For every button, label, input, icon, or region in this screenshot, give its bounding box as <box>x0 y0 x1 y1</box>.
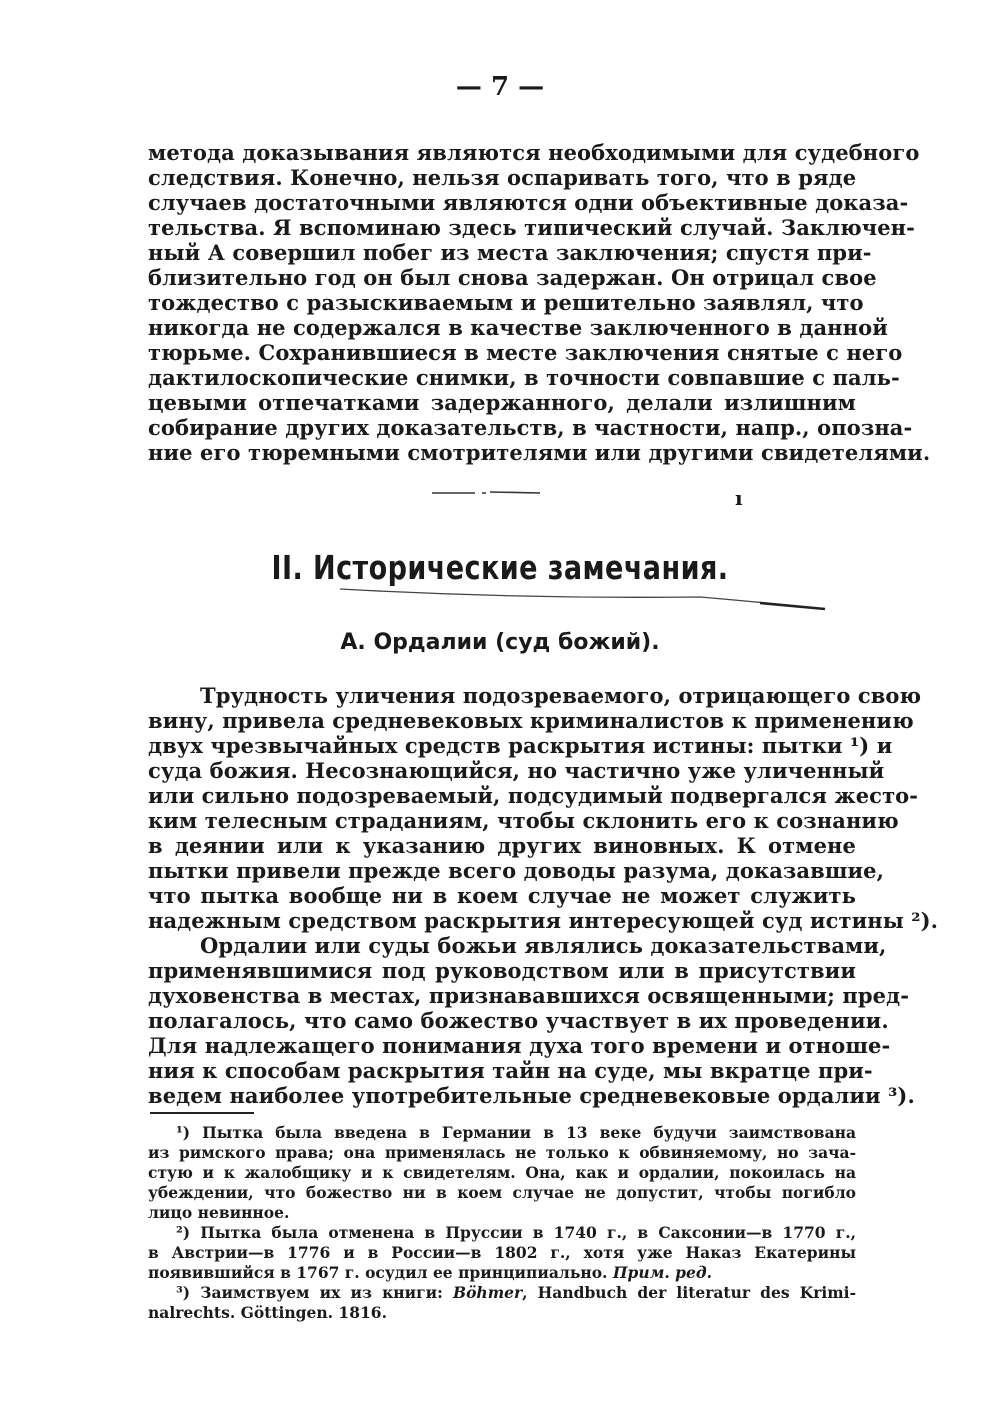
text-line: ким телесным страданиям, чтобы склонить его к сознанию <box>148 808 899 833</box>
text-line: цевыми отпечатками задержанного, делали излишним <box>148 390 856 415</box>
section-divider-ornament <box>430 490 550 496</box>
text-line: вину, привела средневековых криминалистов к применению <box>148 708 914 733</box>
footnote-line: из римского права; она применялась не только к обвиняемому, но зача- <box>148 1143 856 1162</box>
editor-note: Прим. ред. <box>612 1263 713 1282</box>
ordeal-paragraph-2 <box>148 933 915 1108</box>
text-line: тождество с разыскиваемым и решительно заявлял, что <box>148 290 864 315</box>
text-line: Трудность уличения подозреваемого, отрицающего свою <box>200 683 922 708</box>
intro-paragraph <box>148 140 931 465</box>
footnote-text: появившийся в 1767 г. осудил ее принципиально. <box>148 1263 608 1282</box>
text-line: тюрьме. Сохранившиеся в месте заключения снятые с него <box>148 340 903 365</box>
footnote-line <box>148 1263 856 1283</box>
footnote-line: ²) Пытка была отменена в Пруссии в 1740 г., в Саксонии—в 1770 г., <box>176 1223 856 1242</box>
text-line: или сильно подозреваемый, подсудимый подвергался жесто- <box>148 783 919 808</box>
footnote-line: nalrechts. Göttingen. 1816. <box>148 1303 387 1322</box>
text-line: ведем наиболее употребительные средневековые ордалии ³). <box>148 1083 915 1108</box>
text-line: Ордалии или суды божьи являлись доказательствами, <box>200 933 887 958</box>
footnote-line: в Австрии—в 1776 и в России—в 1802 г., хотя уже Наказ Екатерины <box>148 1243 856 1262</box>
text-line: в деянии или к указанию других виновных. К отмене <box>148 833 856 858</box>
text-line: надежным средством раскрытия интересующей суд истины ²). <box>148 908 939 933</box>
text-line: ный А совершил побег из места заключения; спустя при- <box>148 240 872 265</box>
footnote-text: ³) Заимствуем их из книги: <box>176 1283 443 1302</box>
text-line: двух чрезвычайных средств раскрытия истины: пытки ¹) и <box>148 733 893 758</box>
footnote-separator <box>150 1112 254 1114</box>
footnote-line: лицо невинное. <box>148 1203 290 1222</box>
text-line: пытки привели прежде всего доводы разума, доказавшие, <box>148 858 885 883</box>
footnote-line: ¹) Пытка была введена в Германии в 13 веке будучи заимствована <box>176 1123 856 1142</box>
text-line: суда божия. Несознающийся, но частично уже уличенный <box>148 758 885 783</box>
footnote-line: убеждении, что божество ни в коем случае не допустит, чтобы погибло <box>148 1183 856 1202</box>
ordeal-paragraph-1 <box>148 683 939 933</box>
text-line: случаев достаточными являются одни объективные доказа- <box>148 190 909 215</box>
subsection-heading: А. Ордалии (суд божий). <box>340 630 660 655</box>
footnotes <box>148 1123 856 1323</box>
text-line: полагалось, что само божество участвует в их проведении. <box>148 1008 889 1033</box>
section-heading: II. Исторические замечания. <box>271 548 729 587</box>
page-number: — 7 — <box>455 72 545 102</box>
text-line: следствия. Конечно, нельзя оспаривать того, что в ряде <box>148 165 857 190</box>
heading-underline <box>320 585 840 619</box>
text-line: ние его тюремными смотрителями или другими свидетелями. <box>148 440 931 465</box>
text-line: духовенства в местах, признававшихся освященными; пред- <box>148 983 910 1008</box>
footnote-line: стую и к жалобщику и к свидетелям. Она, как и ордалии, покоилась на <box>148 1163 856 1182</box>
cited-author: Böhmer <box>452 1283 523 1302</box>
text-line: тельства. Я вспоминаю здесь типический случай. Заключен- <box>148 215 915 240</box>
text-line: что пытка вообще ни в коем случае не может служить <box>148 883 856 908</box>
text-line: дактилоскопические снимки, в точности совпавшие с паль- <box>148 365 900 390</box>
stray-mark: ı <box>735 486 743 510</box>
text-line: применявшимися под руководством или в присутствии <box>148 958 856 983</box>
text-line: собирание других доказательств, в частности, напр., опозна- <box>148 415 913 440</box>
footnote-line <box>148 1283 856 1303</box>
text-line: метода доказывания являются необходимыми для судебного <box>148 140 920 165</box>
text-line: близительно год он был снова задержан. Он отрицал свое <box>148 265 877 290</box>
footnote-text: , Handbuch der literatur des Krimi- <box>522 1283 856 1302</box>
text-line: ния к способам раскрытия тайн на суде, мы вкратце при- <box>148 1058 873 1083</box>
text-line: Для надлежащего понимания духа того времени и отноше- <box>148 1033 891 1058</box>
text-line: никогда не содержался в качестве заключенного в данной <box>148 315 888 340</box>
